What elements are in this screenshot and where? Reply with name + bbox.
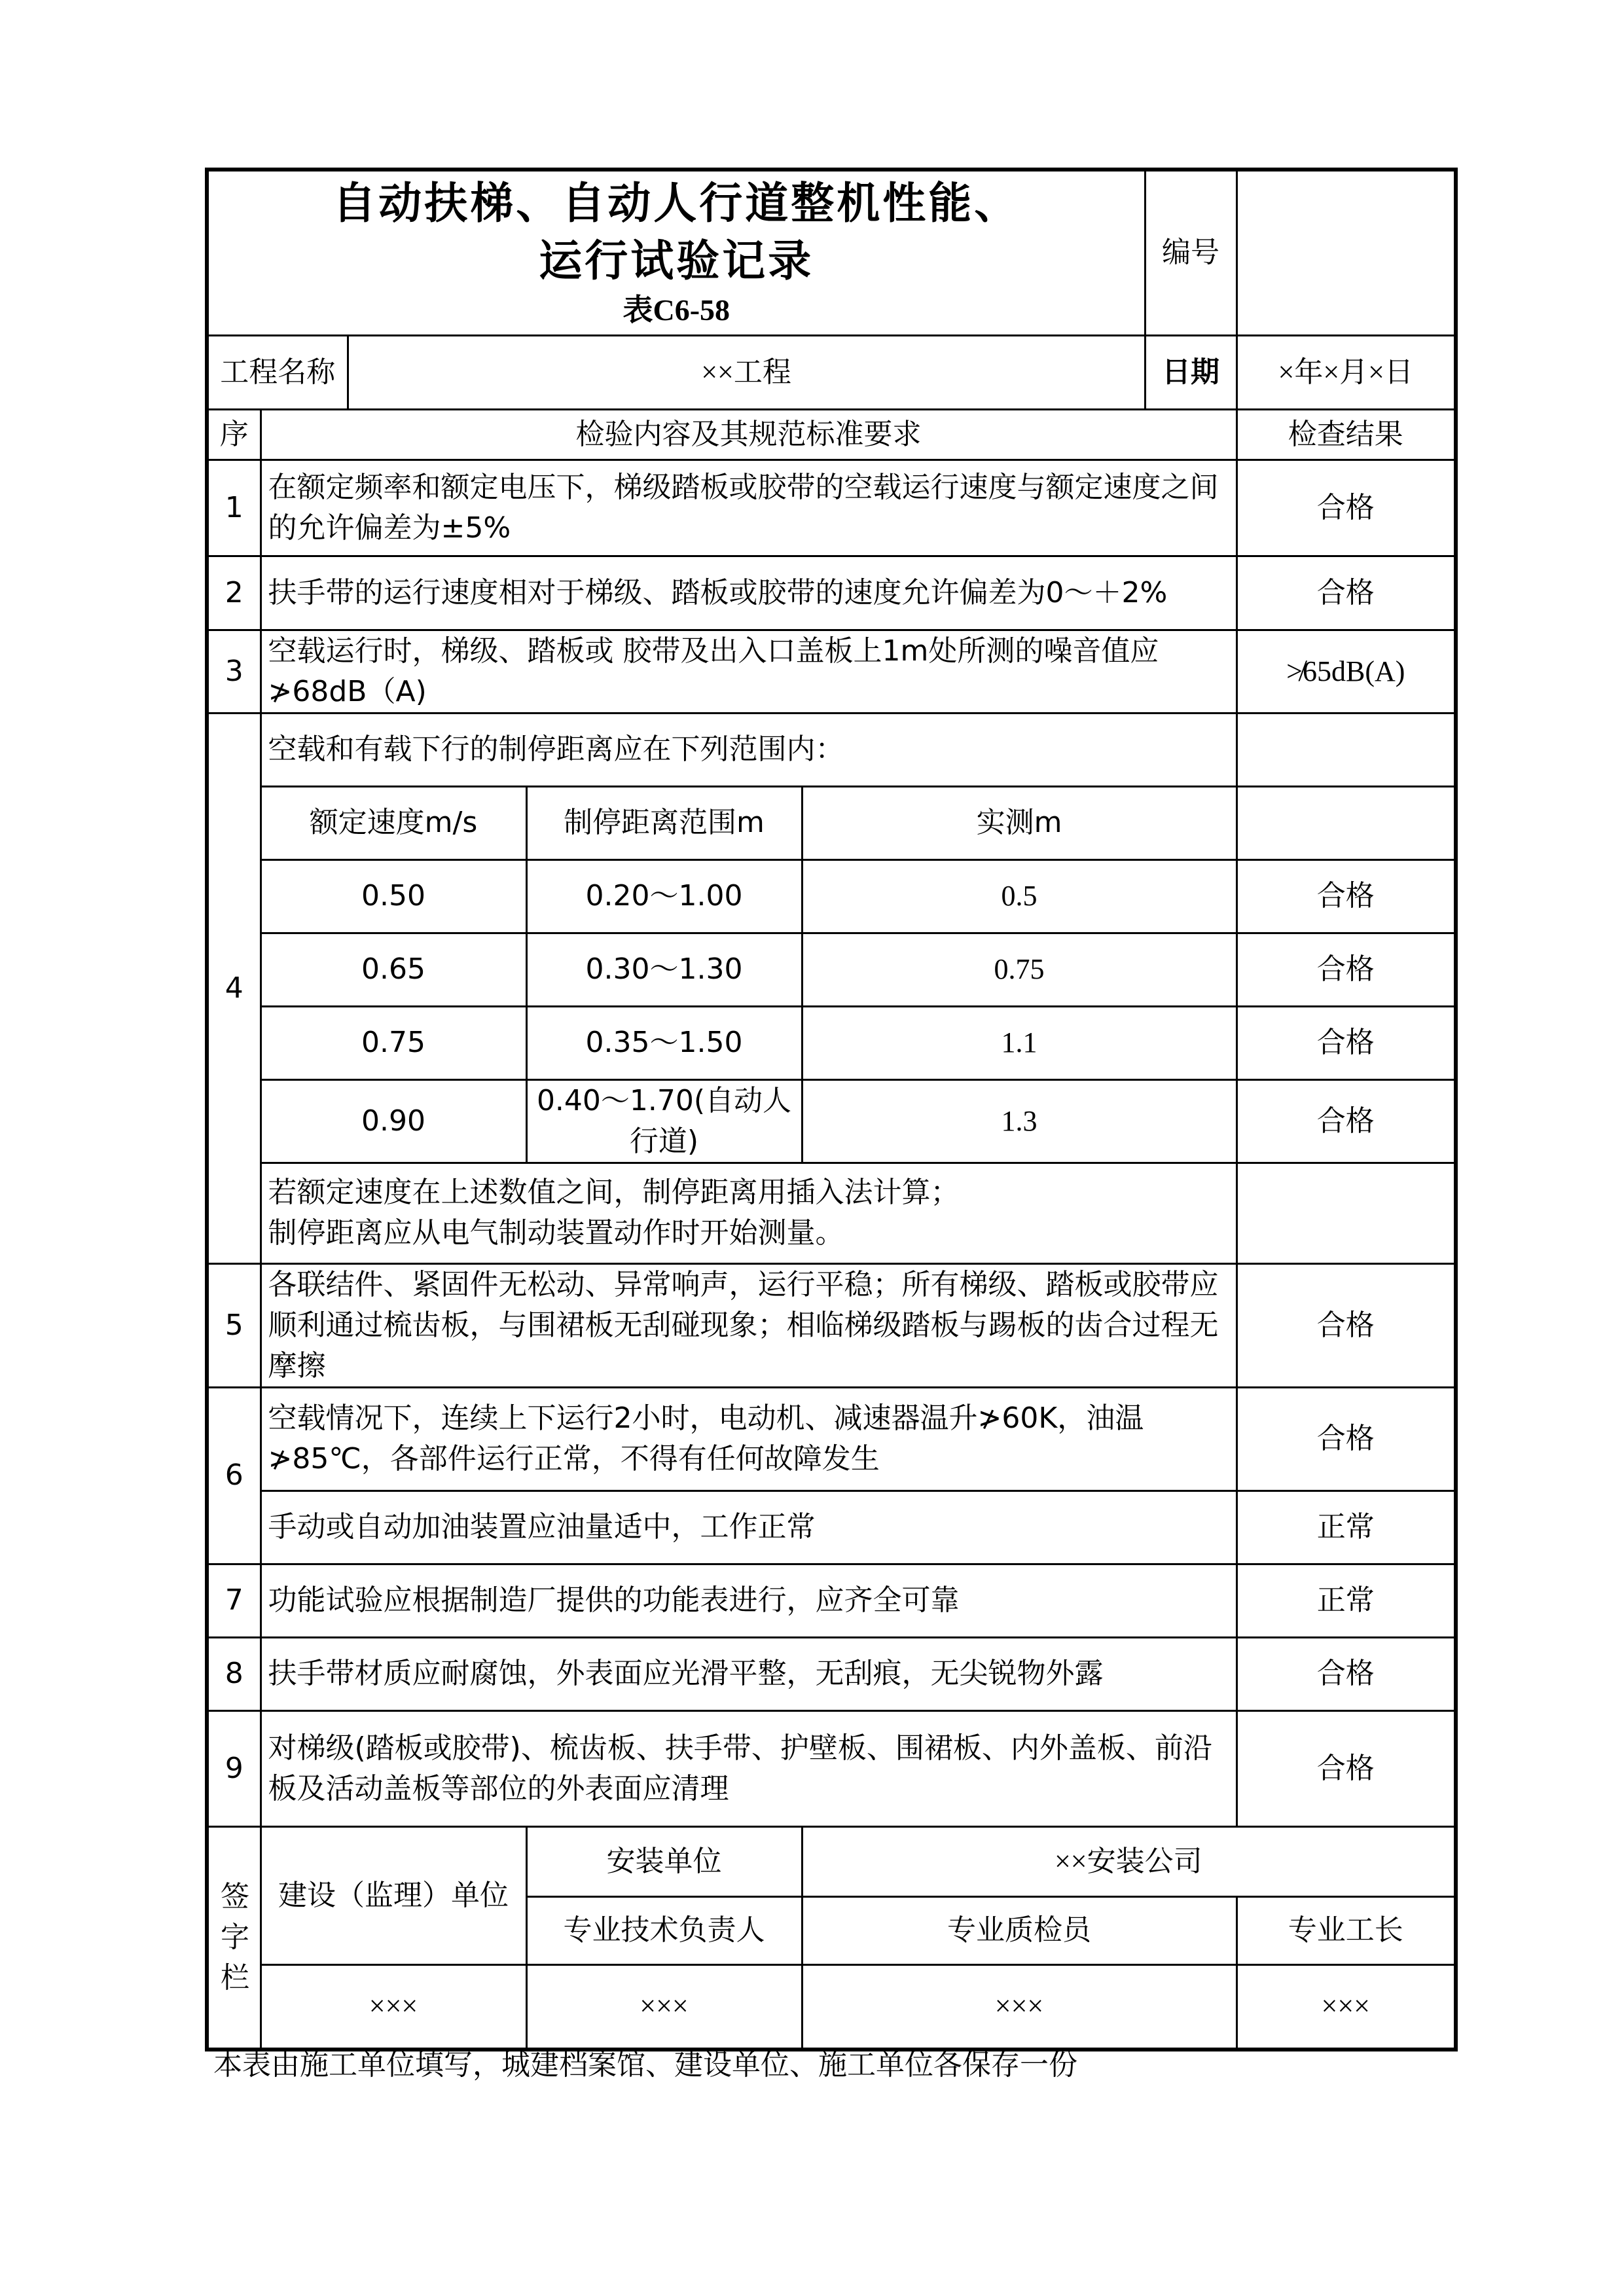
column-header-result: 检查结果 [1236,409,1456,460]
table-row [207,556,1456,630]
braking-speed: 0.90 [261,1079,526,1163]
table-row [207,460,1456,556]
item-result[interactable] [1236,1163,1456,1263]
table-row [207,1006,1456,1079]
form-title-cell [207,170,1145,335]
item-seq: 3 [207,630,261,713]
table-row [207,859,1456,933]
column-header-content: 检验内容及其规范标准要求 [261,409,1236,460]
project-name-label: 工程名称 [207,335,348,409]
braking-header-speed: 额定速度m/s [261,786,526,859]
item-seq: 4 [207,713,261,1263]
item-seq: 7 [207,1564,261,1637]
braking-range: 0.35～1.50 [526,1006,802,1079]
item-result[interactable]: 正常 [1236,1564,1456,1637]
form-number: 表C6-58 [623,293,731,327]
install-unit-field[interactable]: ××安装公司 [802,1826,1456,1896]
table-row [207,1263,1456,1387]
braking-speed: 0.50 [261,859,526,933]
owner-unit-label: 建设（监理）单位 [261,1826,526,1964]
item-seq: 6 [207,1387,261,1564]
item-result[interactable]: 合格 [1236,1263,1456,1387]
item-result[interactable]: 合格 [1236,933,1456,1006]
signature-section-label: 签字栏 [207,1826,261,2050]
item-result[interactable]: 合格 [1236,1637,1456,1710]
table-row [207,1079,1456,1163]
item-content: 功能试验应根据制造厂提供的功能表进行，应齐全可靠 [261,1564,1236,1637]
table-row [207,630,1456,713]
braking-header-measured: 实测m [802,786,1236,859]
item-result[interactable]: 合格 [1236,1387,1456,1491]
qc-inspector-label: 专业质检员 [802,1896,1236,1964]
item-content: 各联结件、紧固件无松动、异常响声，运行平稳；所有梯级、踏板或胶带应顺利通过梳齿板，与围裙板无刮碰现象；相临梯级踏板与踢板的齿合过程无摩擦 [261,1263,1236,1387]
item-content: 在额定频率和额定电压下，梯级踏板或胶带的空载运行速度与额定速度之间的允许偏差为±5% [261,460,1236,556]
table-row [207,1637,1456,1710]
item-content: 对梯级(踏板或胶带)、梳齿板、扶手带、护壁板、围裙板、内外盖板、前沿板及活动盖板等部位的外表面应清理 [261,1710,1236,1826]
item-result[interactable]: 合格 [1236,460,1456,556]
column-header-seq: 序 [207,409,261,460]
date-label: 日期 [1145,335,1236,409]
tech-lead-label: 专业技术负责人 [526,1896,802,1964]
braking-measured[interactable]: 1.1 [802,1006,1236,1079]
item-content: 手动或自动加油装置应油量适中，工作正常 [261,1491,1236,1564]
serial-number-field[interactable] [1236,170,1456,335]
form-title-line2: 运行试验记录 [539,236,814,287]
install-unit-label: 安装单位 [526,1826,802,1896]
braking-note-line1: 若额定速度在上述数值之间，制停距离用插入法计算； [268,1176,960,1209]
braking-measured[interactable]: 0.5 [802,859,1236,933]
tech-lead-signature-field[interactable]: ××× [526,1964,802,2050]
braking-speed: 0.75 [261,1006,526,1079]
project-name-field[interactable]: ××工程 [348,335,1145,409]
item-result[interactable]: 合格 [1236,1710,1456,1826]
item-result[interactable]: 合格 [1236,859,1456,933]
item-result[interactable]: 正常 [1236,1491,1456,1564]
item-content: 扶手带的运行速度相对于梯级、踏板或胶带的速度允许偏差为0～＋2% [261,556,1236,630]
item-result[interactable]: ≯65dB(A) [1236,630,1456,713]
braking-header-range: 制停距离范围m [526,786,802,859]
braking-note [261,1163,1236,1263]
qc-signature-field[interactable]: ××× [802,1964,1236,2050]
test-record-form [205,168,1458,2051]
braking-header-row [207,786,1456,859]
owner-signature-field[interactable]: ××× [261,1964,526,2050]
item-content: 空载情况下，连续上下运行2小时，电动机、减速器温升≯60K，油温≯85℃，各部件运行正常，不得有任何故障发生 [261,1387,1236,1491]
braking-range: 0.30～1.30 [526,933,802,1006]
table-row [207,1564,1456,1637]
item-content: 扶手带材质应耐腐蚀，外表面应光滑平整，无刮痕，无尖锐物外露 [261,1637,1236,1710]
braking-measured[interactable]: 1.3 [802,1079,1236,1163]
item-seq: 1 [207,460,261,556]
item-result[interactable]: 合格 [1236,556,1456,630]
item-result[interactable] [1236,713,1456,786]
item-result[interactable]: 合格 [1236,1006,1456,1079]
item-result[interactable] [1236,786,1456,859]
item-seq: 8 [207,1637,261,1710]
table-row [207,1710,1456,1826]
table-row [207,933,1456,1006]
footer-note: 本表由施工单位填写，城建档案馆、建设单位、施工单位各保存一份 [213,2049,1077,2081]
braking-intro: 空载和有载下行的制停距离应在下列范围内： [261,713,1236,786]
braking-measured[interactable]: 0.75 [802,933,1236,1006]
table-row [207,1387,1456,1491]
item-seq: 9 [207,1710,261,1826]
braking-note-line2: 制停距离应从电气制动装置动作时开始测量。 [268,1216,844,1250]
item-content: 空载运行时，梯级、踏板或 胶带及出入口盖板上1m处所测的噪音值应≯68dB（A) [261,630,1236,713]
date-field[interactable]: ×年×月×日 [1236,335,1456,409]
item-result[interactable]: 合格 [1236,1079,1456,1163]
form-title-line1: 自动扶梯、自动人行道整机性能、 [333,178,1020,229]
foreman-signature-field[interactable]: ××× [1236,1964,1456,2050]
braking-range: 0.40～1.70(自动人行道) [526,1079,802,1163]
table-row [207,1491,1456,1564]
foreman-label: 专业工长 [1236,1896,1456,1964]
serial-number-label: 编号 [1145,170,1236,335]
item-seq: 5 [207,1263,261,1387]
item-seq: 2 [207,556,261,630]
braking-range: 0.20～1.00 [526,859,802,933]
braking-speed: 0.65 [261,933,526,1006]
